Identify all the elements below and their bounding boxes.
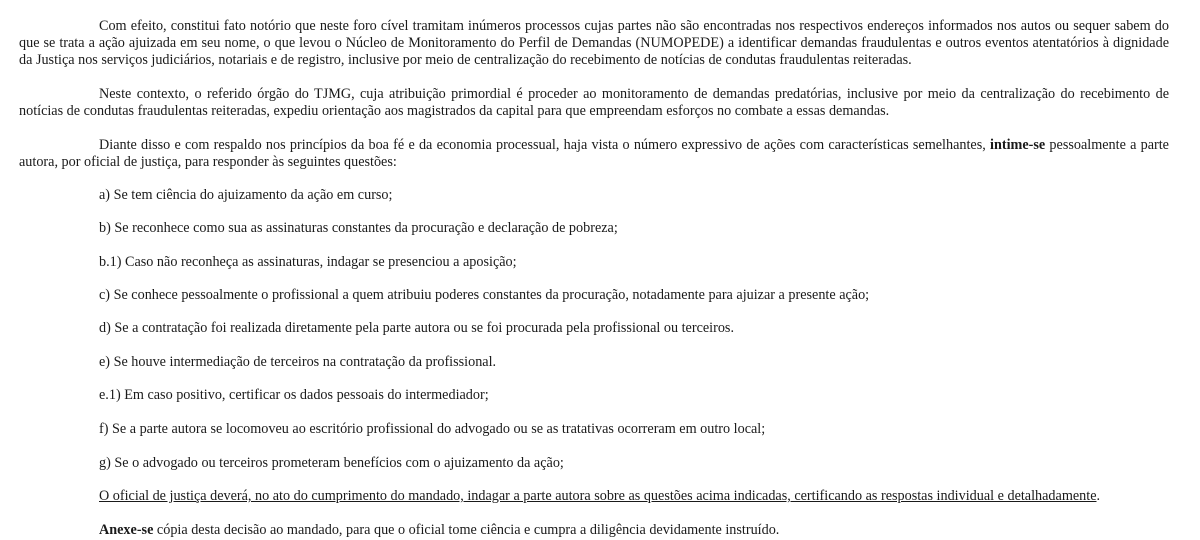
intimation-text-end: pessoalmente a parte autora, por oficial de justiça, para responder às seguintes questões: [19, 137, 1169, 170]
question-item: b) Se reconhece como sua as assinaturas constantes da procuração e declaração de pobreza; [99, 220, 618, 236]
question-item: b.1) Caso não reconheça as assinaturas, indagar se presenciou a aposição; [99, 254, 517, 270]
paragraph-numopede: Com efeito, constitui fato notório que neste foro cível tramitam inúmeros processos cujas partes não são encontradas nos respectivos endereços informados nos autos ou sequer sabem do que se trata a ação ajuizada em seu nome, o que levou o Núcleo de Monitoramento do Perfil de Demandas (NUMOPEDE) a identificar demandas fraudulentas e outros eventos atentatórios à dignidade da Justiça nos serviços judiciários, notariais e de registro, inclusive por meio de centralização do recebimento de notícias de condutas fraudulentas reiteradas. [19, 18, 1169, 68]
annex-text: cópia desta decisão ao mandado, para que o oficial tome ciência e cumpra a diligência devidamente instruído. [153, 522, 780, 538]
question-item: e.1) Em caso positivo, certificar os dados pessoais do intermediador; [99, 387, 489, 403]
intimation-text-start: Diante disso e com respaldo nos princípios da boa fé e da economia processual, haja vista o número expressivo de ações com características semelhantes, [99, 137, 991, 153]
question-item: d) Se a contratação foi realizada diretamente pela parte autora ou se foi procurada pela profissional ou terceiros. [99, 320, 734, 336]
question-item: c) Se conhece pessoalmente o profissional a quem atribuiu poderes constantes da procuração, notadamente para ajuizar a presente ação; [99, 287, 870, 303]
bailiff-instruction [99, 488, 1100, 505]
bailiff-instruction-period: . [1096, 488, 1101, 504]
paragraph-tjmg-context: Neste contexto, o referido órgão do TJMG, cuja atribuição primordial é proceder ao monitoramento de demandas predatórias, inclusive por meio da centralização do recebimento de notícias de condutas fraudulentas reiteradas, expediu orientação aos magistrados da capital para que empreendam esforços no combate a essas demandas. [19, 86, 1169, 119]
question-item: a) Se tem ciência do ajuizamento da ação em curso; [99, 187, 393, 203]
paragraph-intimation [19, 137, 1169, 171]
annex-keyword: Anexe-se [99, 522, 154, 538]
intimation-keyword: intime-se [990, 137, 1046, 153]
question-item: g) Se o advogado ou terceiros prometeram benefícios com o ajuizamento da ação; [99, 455, 564, 471]
question-item: e) Se houve intermediação de terceiros na contratação da profissional. [99, 354, 497, 370]
annex-instruction [99, 522, 779, 539]
question-item: f) Se a parte autora se locomoveu ao escritório profissional do advogado ou se as tratativas ocorreram em outro local; [99, 421, 766, 437]
bailiff-instruction-underlined: O oficial de justiça deverá, no ato do cumprimento do mandado, indagar a parte autora sobre as questões acima indicadas, certificando as respostas individual e detalhadamente [99, 488, 1097, 504]
